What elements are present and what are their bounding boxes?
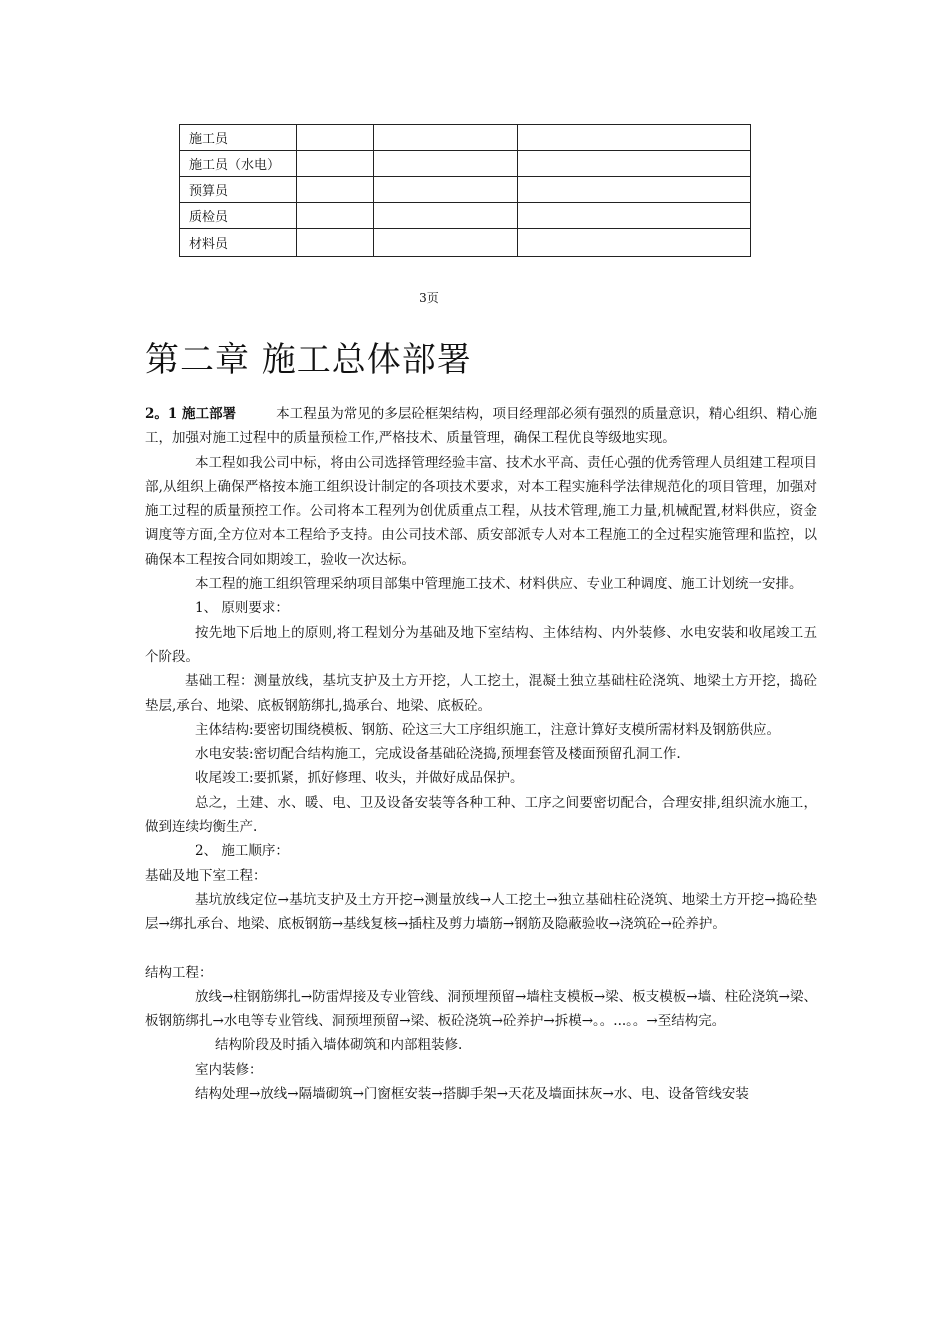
table-row (180, 229, 751, 257)
section-intro: 本工程虽为常见的多层砼框架结构，项目经理部必须有强烈的质量意识，精心组织、精心施工，加强对施工过程中的质量预检工作,严格技术、质量管理，确保工程优良等级地实现。 (145, 406, 817, 447)
paragraph: 总之，土建、水、暖、电、卫及设备安装等各种工种、工序之间要密切配合，合理安排,组织流水施工，做到连续均衡生产. (145, 794, 817, 836)
table-row (180, 125, 751, 151)
table-cell (297, 229, 374, 257)
table-cell (297, 151, 374, 177)
table-cell (374, 203, 518, 229)
page-number: 3页 (419, 291, 439, 305)
foundation-heading: 基础及地下室工程： (145, 867, 267, 884)
paragraph: 基坑放线定位→基坑支护及土方开挖→测量放线→人工挖土→独立基础柱砼浇筑、地梁土方开挖→捣砼垫层→绑扎承台、地梁、底板钢筋→基线复核→插柱及剪力墙筋→钢筋及隐蔽验收→浇筑砼→砼养护。 (145, 891, 817, 933)
table-cell (374, 229, 518, 257)
table-cell (297, 125, 374, 151)
paragraph: 按先地下后地上的原则,将工程划分为基础及地下室结构、主体结构、内外装修、水电安装和收尾竣工五个阶段。 (145, 624, 817, 665)
table-cell (518, 203, 751, 229)
paragraph: 本工程的施工组织管理采纳项目部集中管理施工技术、材料供应、专业工种调度、施工计划统一安排。 (195, 576, 803, 593)
paragraph: 收尾竣工:要抓紧，抓好修理、收头，并做好成品保护。 (195, 770, 524, 787)
table-row (180, 203, 751, 229)
paragraph: 结构阶段及时插入墙体砌筑和内部粗装修. (215, 1037, 463, 1054)
paragraph: 水电安装:密切配合结构施工，完成设备基础砼浇捣,预埋套管及楼面预留孔洞工作. (195, 746, 681, 763)
chapter-title: 第二章 施工总体部署 (145, 340, 472, 380)
paragraph: 本工程如我公司中标，将由公司选择管理经验丰富、技术水平高、责任心强的优秀管理人员组建工程项目部,从组织上确保严格按本施工组织设计制定的各项技术要求，对本工程实施科学法律规范化的项目管理，加强对施工过程的质量预控工作。公司将本工程列为创优质重点工程，从技术管理,施工力量,机械配置,材料供应，资金调度等方面,全方位对本工程给予支持。由公司技术部、质安部派专人对本工程施工的全过程实施管理和监控，以确保本工程按合同如期竣工，验收一次达标。 (145, 454, 817, 568)
order-heading: 2、 施工顺序： (195, 843, 289, 860)
table-cell (518, 125, 751, 151)
paragraph: 主体结构:要密切围绕模板、钢筋、砼这三大工序组织施工，注意计算好支模所需材料及钢筋供应。 (195, 721, 781, 738)
paragraph: 基础工程：测量放线，基坑支护及土方开挖，人工挖土，混凝土独立基础柱砼浇筑、地梁土方开挖，捣砼垫层,承台、地梁、底板钢筋绑扎,捣承台、地梁、底板砼。 (145, 673, 817, 714)
table-cell (518, 229, 751, 257)
table-cell (374, 151, 518, 177)
table-row (180, 177, 751, 203)
paragraph: 结构处理→放线→隔墙砌筑→门窗框安装→搭脚手架→天花及墙面抹灰→水、电、设备管线安装 (195, 1086, 749, 1103)
table-cell (374, 125, 518, 151)
table-cell (297, 203, 374, 229)
section-heading: 2。1 施工部署 (145, 406, 237, 422)
section-paragraph (145, 402, 817, 451)
role-cell: 施工员（水电） (180, 151, 297, 177)
staff-table (179, 124, 751, 257)
table-cell (518, 177, 751, 203)
role-cell: 预算员 (180, 177, 297, 203)
table-cell (374, 177, 518, 203)
table-row (180, 151, 751, 177)
role-cell: 施工员 (180, 125, 297, 151)
paragraph: 放线→柱钢筋绑扎→防雷焊接及专业管线、洞预埋预留→墙柱支模板→梁、板支模板→墙、柱砼浇筑→梁、板钢筋绑扎→水电等专业管线、洞预埋预留→梁、板砼浇筑→砼养护→拆模→。。...。。→至结构完。 (145, 988, 817, 1030)
table-cell (297, 177, 374, 203)
principle-heading: 1、 原则要求： (195, 600, 289, 617)
role-cell: 材料员 (180, 229, 297, 257)
table-cell (518, 151, 751, 177)
role-cell: 质检员 (180, 203, 297, 229)
body-text (145, 402, 817, 1106)
structure-heading: 结构工程： (145, 964, 213, 981)
interior-heading: 室内装修： (195, 1061, 263, 1078)
